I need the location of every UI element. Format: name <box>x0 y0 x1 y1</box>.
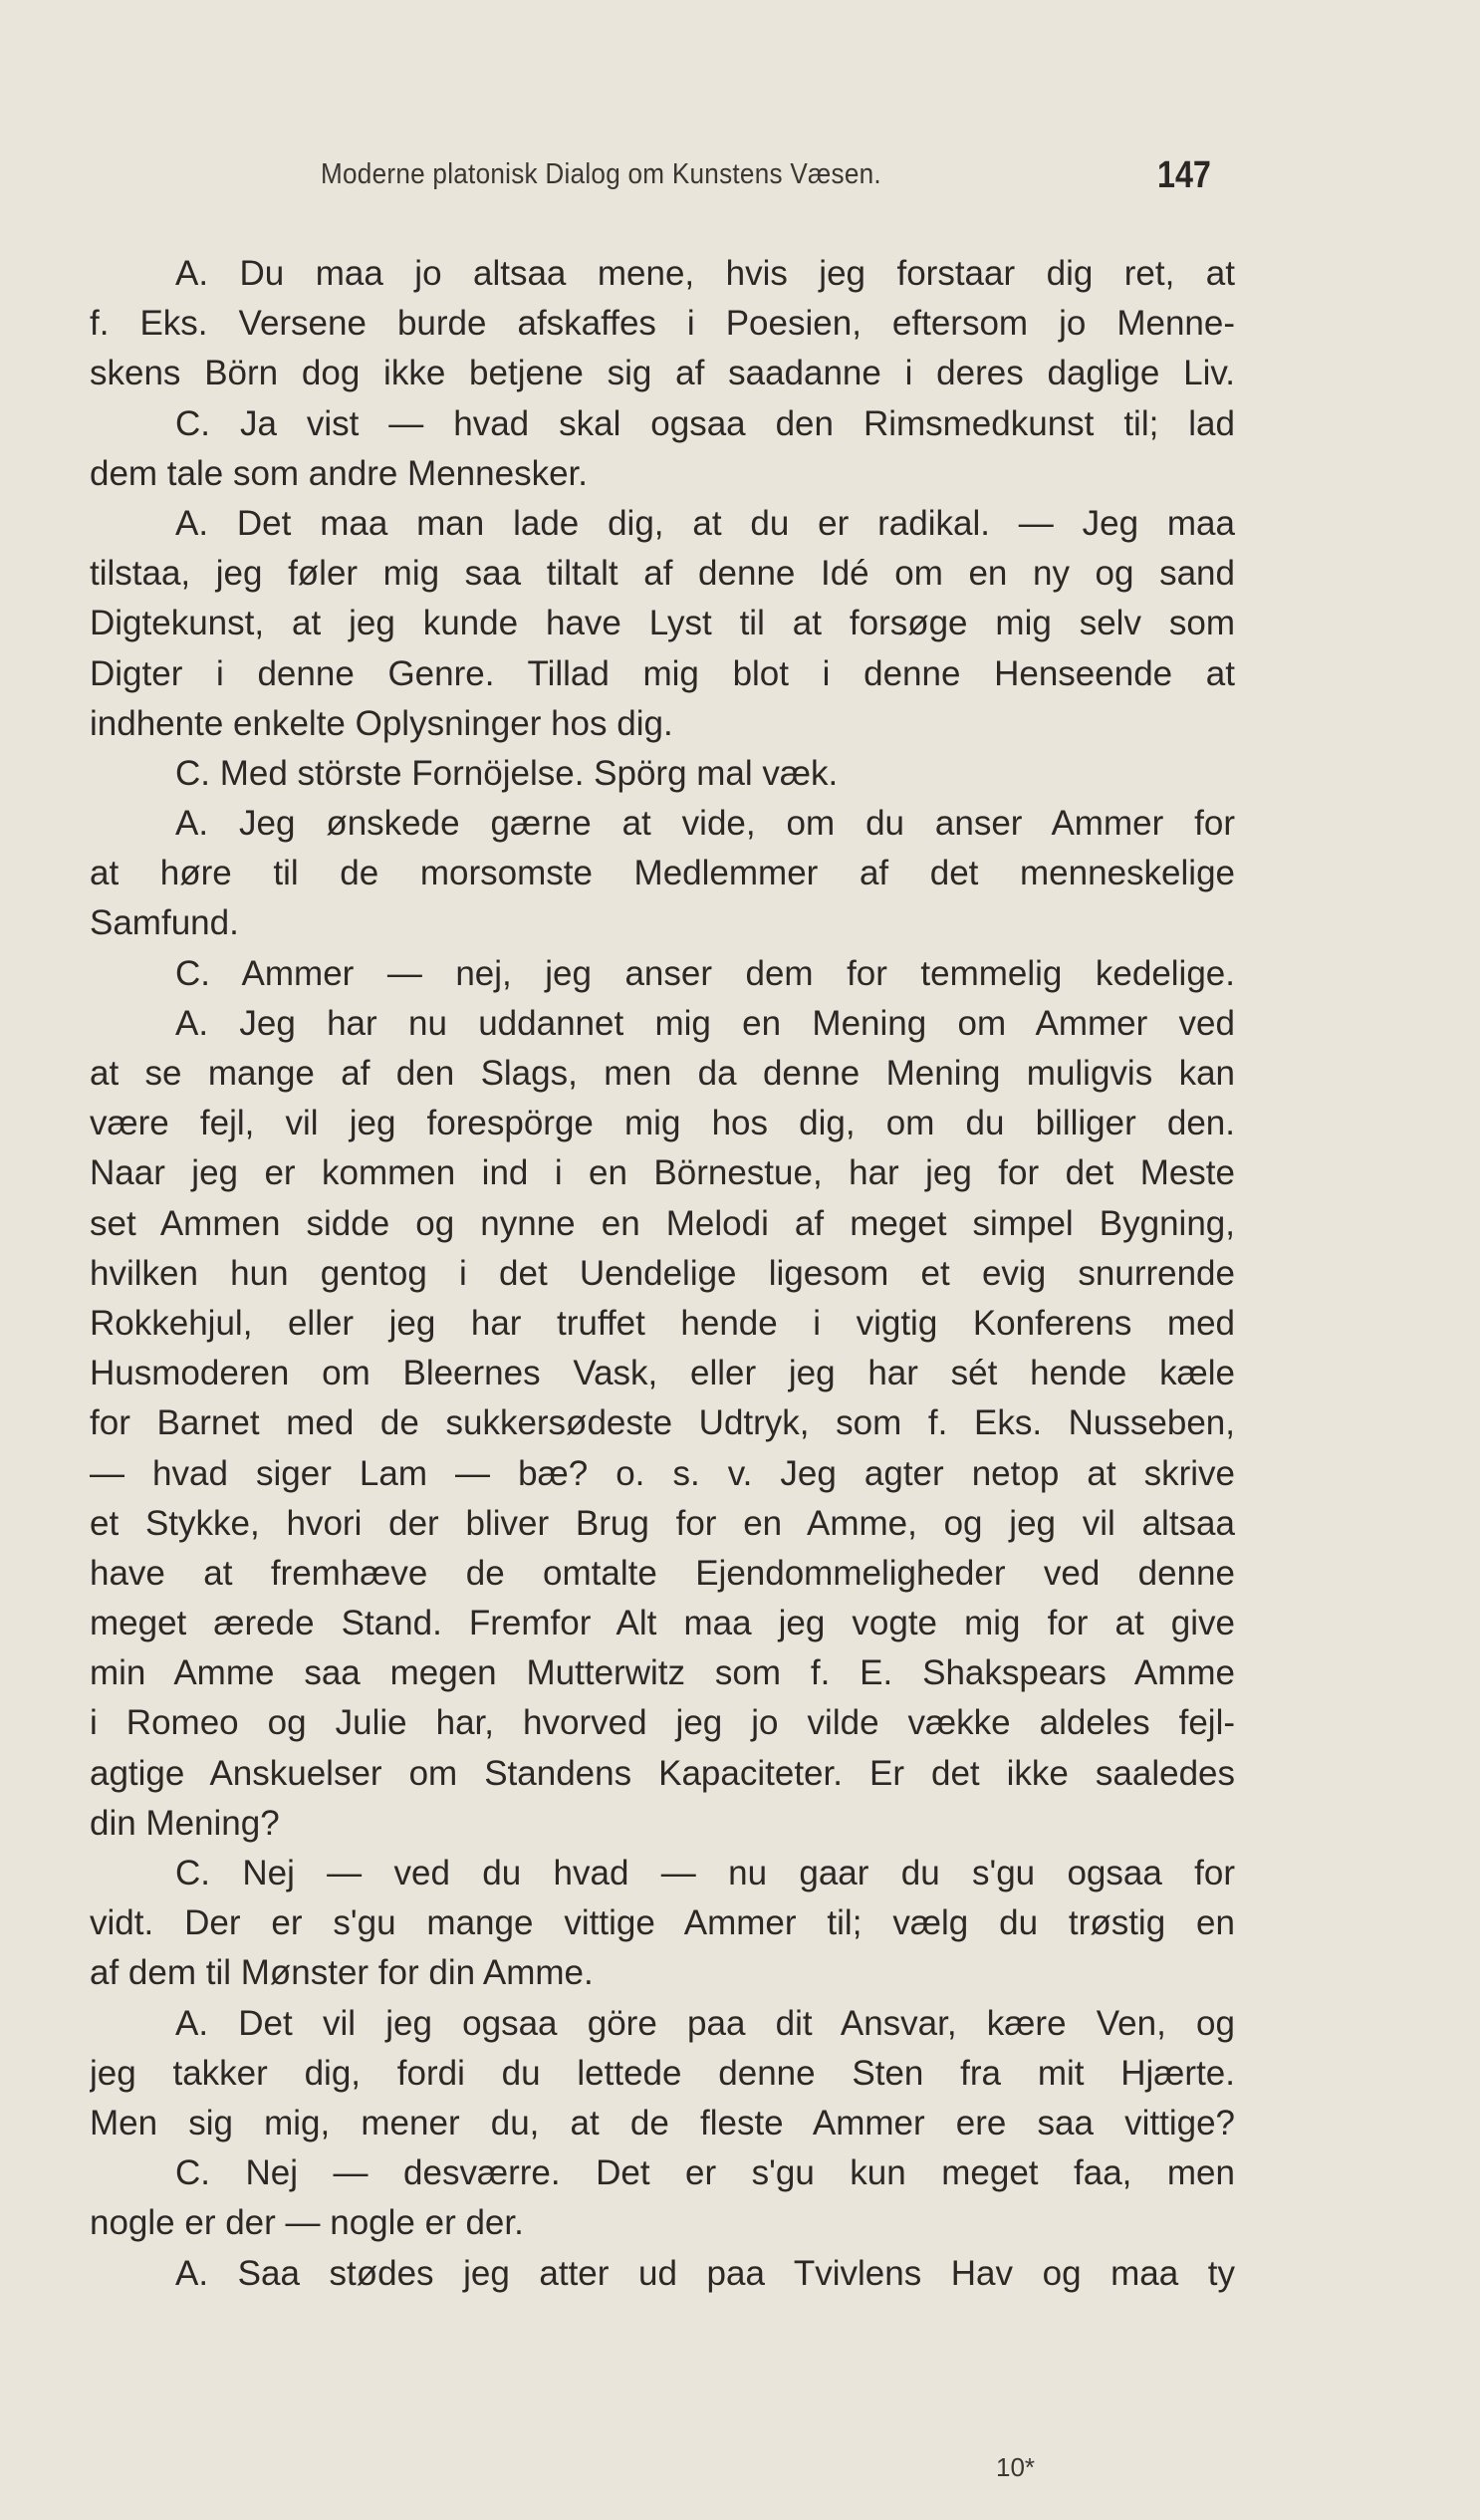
text-line: tilstaa, jeg føler mig saa tiltalt af denne Idé om en ny og sand <box>90 554 1235 594</box>
text-line: Digter i denne Genre. Tillad mig blot i denne Henseende at <box>90 653 1235 693</box>
text-line: set Ammen sidde og nynne en Melodi af meget simpel Bygning, <box>90 1203 1235 1243</box>
page-header <box>0 154 1480 204</box>
text-line: jeg takker dig, fordi du lettede denne Sten fra mit Hjærte. <box>90 2053 1235 2093</box>
text-line: nogle er der — nogle er der. <box>90 2203 524 2243</box>
text-line: have at fremhæve de omtalte Ejendommeligheder ved denne <box>90 1553 1235 1593</box>
text-line: A. Jeg ønskede gærne at vide, om du anser Ammer for <box>175 804 1235 844</box>
text-line: C. Ammer — nej, jeg anser dem for temmelig kedelige. <box>175 953 1235 993</box>
page-number: 147 <box>1157 154 1211 196</box>
text-line: — hvad siger Lam — bæ? o. s. v. Jeg agter netop at skrive <box>90 1453 1235 1493</box>
text-line: Men sig mig, mener du, at de fleste Ammer ere saa vittige? <box>90 2103 1235 2142</box>
text-line: Husmoderen om Bleernes Vask, eller jeg har sét hende kæle <box>90 1354 1235 1393</box>
text-line: et Stykke, hvori der bliver Brug for en Amme, og jeg vil altsaa <box>90 1503 1235 1543</box>
text-line: A. Saa stødes jeg atter ud paa Tvivlens Hav og maa ty <box>175 2253 1235 2293</box>
text-line: agtige Anskuelser om Standens Kapaciteter. Er det ikke saaledes <box>90 1753 1235 1793</box>
text-line: Samfund. <box>90 903 239 943</box>
text-line: A. Det vil jeg ogsaa göre paa dit Ansvar, kære Ven, og <box>175 2003 1235 2043</box>
text-line: af dem til Mønster for din Amme. <box>90 1953 594 1993</box>
text-line: hvilken hun gentog i det Uendelige ligesom et evig snurrende <box>90 1253 1235 1293</box>
dialogue-body <box>90 249 1235 2299</box>
text-line: skens Börn dog ikke betjene sig af saadanne i deres daglige Liv. <box>90 354 1235 393</box>
text-line: C. Ja vist — hvad skal ogsaa den Rimsmedkunst til; lad <box>175 403 1235 443</box>
text-line: din Mening? <box>90 1803 280 1843</box>
text-line: vidt. Der er s'gu mange vittige Ammer til; vælg du trøstig en <box>90 1903 1235 1943</box>
text-line: være fejl, vil jeg forespörge mig hos dig, om du billiger den. <box>90 1104 1235 1143</box>
text-line: C. Nej — desværre. Det er s'gu kun meget faa, men <box>175 2153 1235 2193</box>
text-line: A. Det maa man lade dig, at du er radikal. — Jeg maa <box>175 503 1235 543</box>
text-line: Rokkehjul, eller jeg har truffet hende i vigtig Konferens med <box>90 1303 1235 1343</box>
text-line: C. Nej — ved du hvad — nu gaar du s'gu ogsaa for <box>175 1854 1235 1892</box>
signature-mark: 10* <box>996 2452 1036 2482</box>
text-line: A. Du maa jo altsaa mene, hvis jeg forstaar dig ret, at <box>175 254 1235 293</box>
text-line: meget ærede Stand. Fremfor Alt maa jeg vogte mig for at give <box>90 1604 1235 1643</box>
text-line: at se mange af den Slags, men da denne Mening muligvis kan <box>90 1054 1235 1093</box>
text-line: min Amme saa megen Mutterwitz som f. E. Shakspears Amme <box>90 1653 1235 1693</box>
text-line: C. Med störste Fornöjelse. Spörg mal væk. <box>175 753 839 793</box>
text-line: at høre til de morsomste Medlemmer af det menneskelige <box>90 854 1235 893</box>
text-line: i Romeo og Julie har, hvorved jeg jo vilde vække aldeles fejl- <box>90 1703 1235 1743</box>
running-title: Moderne platonisk Dialog om Kunstens Væsen. <box>321 158 881 190</box>
text-line: Digtekunst, at jeg kunde have Lyst til at forsøge mig selv som <box>90 604 1235 643</box>
text-line: dem tale som andre Mennesker. <box>90 453 588 493</box>
text-line: A. Jeg har nu uddannet mig en Mening om Ammer ved <box>175 1003 1235 1043</box>
text-line: indhente enkelte Oplysninger hos dig. <box>90 703 673 743</box>
text-line: Naar jeg er kommen ind i en Börnestue, har jeg for det Meste <box>90 1153 1235 1193</box>
text-line: f. Eks. Versene burde afskaffes i Poesien, eftersom jo Menne- <box>90 304 1235 344</box>
text-line: for Barnet med de sukkersødeste Udtryk, som f. Eks. Nusseben, <box>90 1403 1235 1443</box>
